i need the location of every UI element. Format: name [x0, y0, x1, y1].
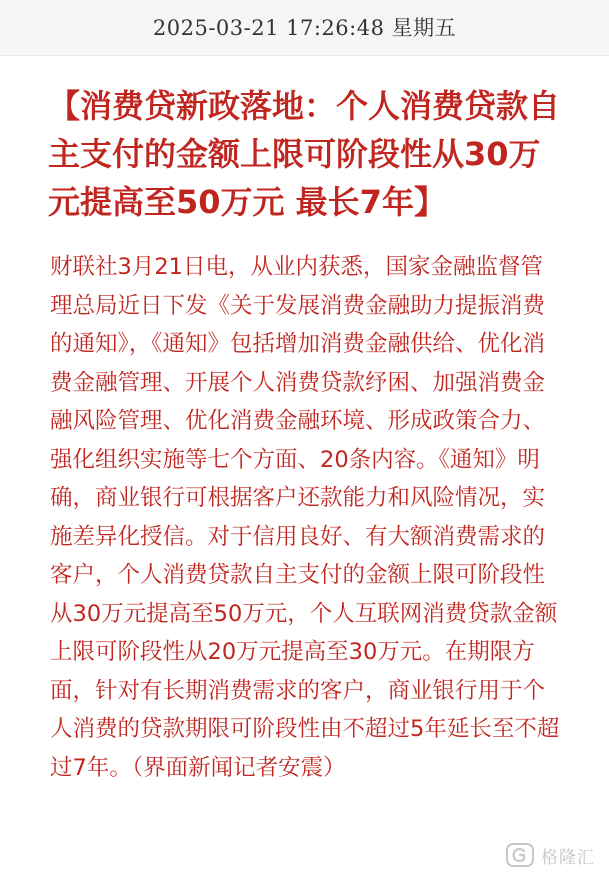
gelonghui-logo-icon: [505, 842, 535, 868]
article-headline: 【消费贷新政落地：个人消费贷款自主支付的金额上限可阶段性从30万元提高至50万元 最长7年】: [48, 87, 561, 221]
watermark-text: 格隆汇: [541, 847, 595, 868]
article-body: 财联社3月21日电，从业内获悉，国家金融监督管理总局近日下发《关于发展消费金融助力提振消费的通知》，《通知》包括增加消费金融供给、优化消费金融管理、开展个人消费贷款纾困、加强消费金融风险管理、优化消费金融环境、形成政策合力、强化组织实施等七个方面、20条内容。《通知》明确，商业银行可根据客户还款能力和风险情况，实施差异化授信。对于信用良好、有大额消费需求的客户，个人消费贷款自主支付的金额上限可阶段性从30万元提高至50万元，个人互联网消费贷款金额上限可阶段性从20万元提高至30万元。在期限方面，针对有长期消费需求的客户，商业银行用于个人消费的贷款期限可阶段性由不超过5年延长至不超过7年。（界面新闻记者安震）: [50, 254, 560, 781]
timestamp: 2025-03-21 17:26:48 星期五: [152, 16, 457, 40]
status-bar: [0, 0, 609, 56]
watermark: [505, 842, 595, 868]
